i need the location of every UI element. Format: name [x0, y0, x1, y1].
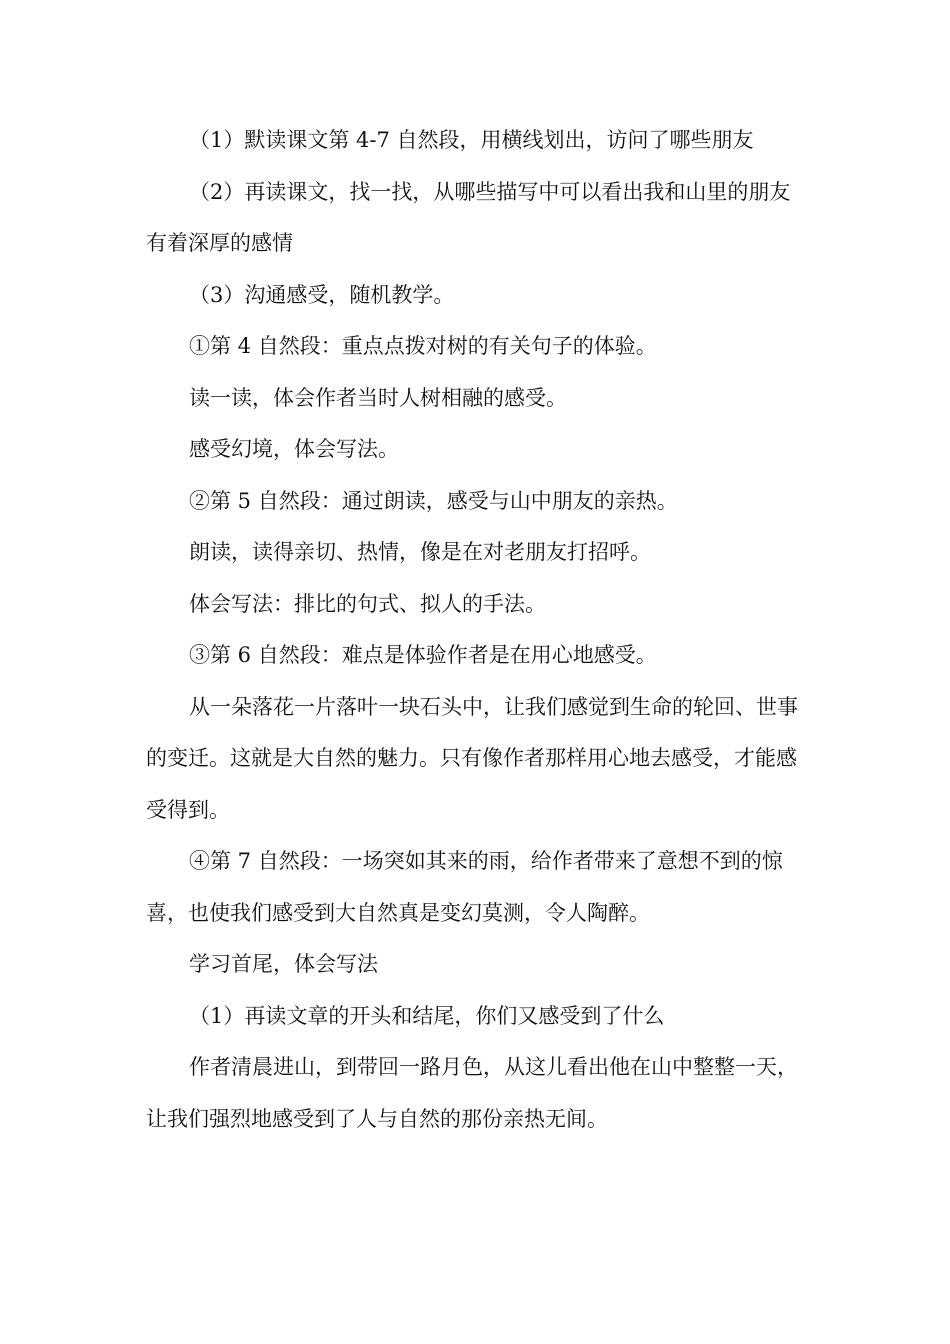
paragraph-section-4-heading: ①第 4 自然段：重点点拨对树的有关句子的体验。 — [189, 334, 657, 358]
paragraph-section-4-read: 读一读，体会作者当时人树相融的感受。 — [189, 385, 567, 410]
paragraph-conclusion: 作者清晨进山，到带回一路月色，从这儿看出他在山中整整一天，让我们强烈地感受到了人与自然的那份亲热无间。 — [146, 1055, 798, 1131]
paragraph-section-4-method: 感受幻境，体会写法。 — [189, 437, 399, 461]
paragraph-reread-task: （1）再读文章的开头和结尾，你们又感受到了什么 — [189, 1003, 665, 1028]
paragraph-study-head-tail: 学习首尾，体会写法 — [189, 952, 378, 976]
paragraph-section-5-heading: ②第 5 自然段：通过朗读，感受与山中朋友的亲热。 — [189, 488, 678, 513]
paragraph-section-5-method: 体会写法：排比的句式、拟人的手法。 — [189, 591, 546, 616]
paragraph-section-7-body: ④第 7 自然段：一场突如其来的雨，给作者带来了意想不到的惊喜，也使我们感受到大自然真是变幻莫测，令人陶醉。 — [146, 849, 783, 925]
paragraph-section-5-read: 朗读，读得亲切、热情，像是在对老朋友打招呼。 — [189, 540, 651, 564]
paragraph-section-6-heading: ③第 6 自然段：难点是体验作者是在用心地感受。 — [189, 643, 657, 667]
paragraph-reading-task-1: （1）默读课文第 4-7 自然段，用横线划出，访问了哪些朋友 — [189, 128, 754, 152]
paragraph-reading-task-3: （3）沟通感受，随机教学。 — [189, 282, 455, 307]
paragraph-reading-task-2: （2）再读课文，找一找，从哪些描写中可以看出我和山里的朋友有着深厚的感情 — [146, 179, 791, 255]
document-body — [146, 115, 806, 1145]
paragraph-section-6-body: 从一朵落花一片落叶一块石头中，让我们感觉到生命的轮回、世事的变迁。这就是大自然的魅力。只有像作者那样用心地去感受，才能感受得到。 — [146, 694, 798, 822]
